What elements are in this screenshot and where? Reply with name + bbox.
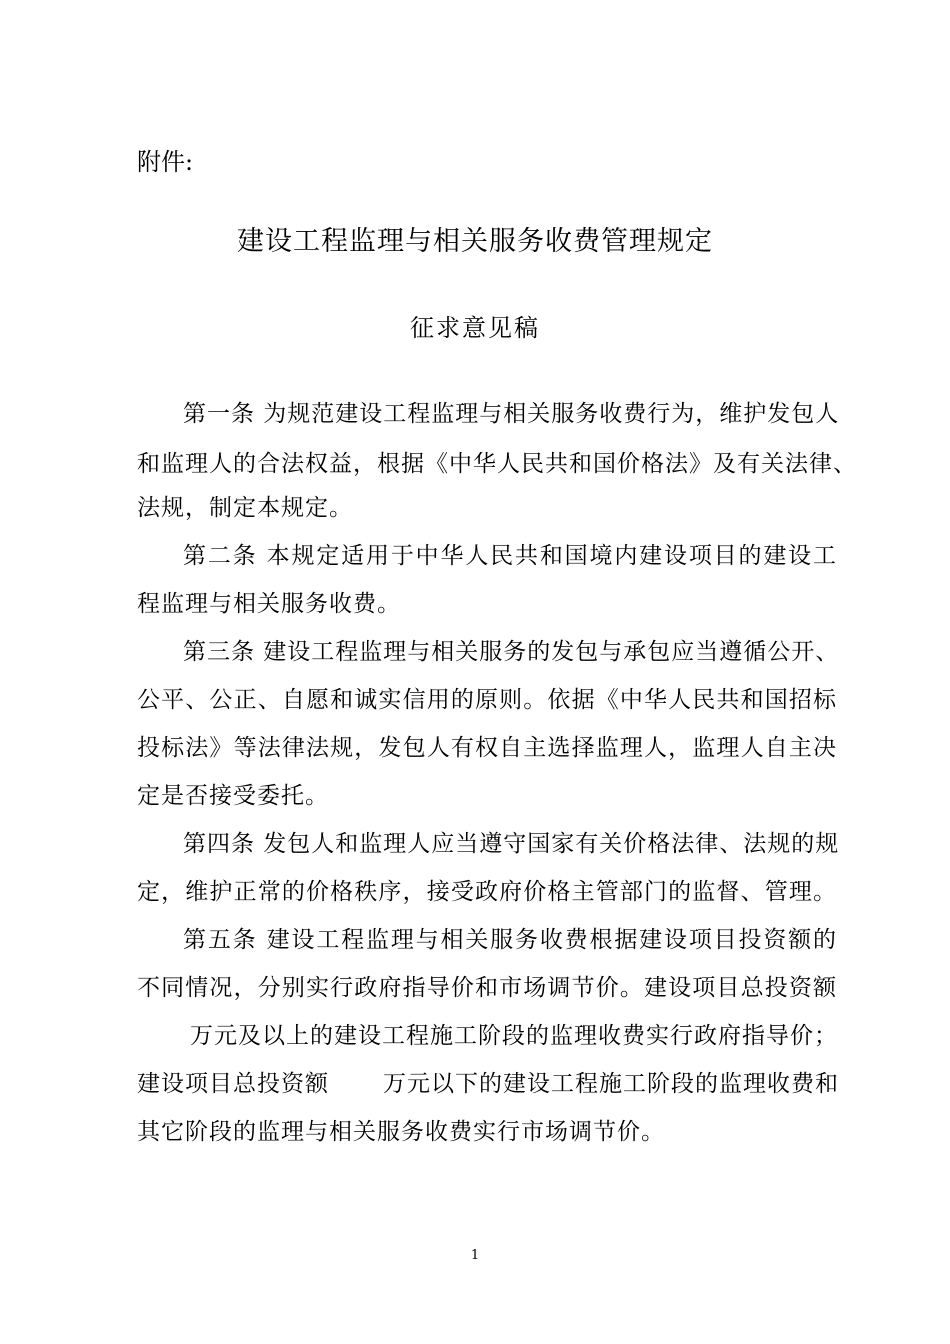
text-line: 不同情况，分别实行政府指导价和市场调节价。建设项目总投资额 (137, 975, 837, 1001)
text-line: 公平、公正、自愿和诚实信用的原则。依据《中华人民共和国招标 (137, 687, 837, 713)
text-line: 万元以下的建设工程施工阶段的监理收费和 (383, 1071, 839, 1097)
text-line: 程监理与相关服务收费。 (137, 591, 401, 617)
text-line: 第二条 本规定适用于中华人民共和国境内建设项目的建设工 (183, 543, 837, 569)
attachment-label: 附件: (137, 148, 194, 176)
text-line: 其它阶段的监理与相关服务收费实行市场调节价。 (137, 1119, 665, 1145)
text-line: 万元及以上的建设工程施工阶段的监理收费实行政府指导价； (190, 1023, 838, 1049)
text-line: 定是否接受委托。 (137, 783, 329, 809)
page-number: 1 (470, 1248, 480, 1263)
text-line: 第三条 建设工程监理与相关服务的发包与承包应当遵循公开、 (183, 639, 840, 665)
text-line: 投标法》等法律法规，发包人有权自主选择监理人，监理人自主决 (137, 735, 837, 761)
text-line: 第五条 建设工程监理与相关服务收费根据建设项目投资额的 (183, 927, 837, 953)
text-line: 和监理人的合法权益，根据《中华人民共和国价格法》及有关法律、 (137, 451, 857, 477)
text-line: 定，维护正常的价格秩序，接受政府价格主管部门的监督、管理。 (137, 879, 837, 905)
text-line: 第四条 发包人和监理人应当遵守国家有关价格法律、法规的规 (183, 831, 840, 857)
document-title: 建设工程监理与相关服务收费管理规定 (237, 226, 713, 257)
text-line: 法规，制定本规定。 (137, 495, 353, 521)
text-line: 建设项目总投资额 (137, 1071, 329, 1097)
document-subtitle: 征求意见稿 (410, 314, 540, 342)
text-line: 第一条 为规范建设工程监理与相关服务收费行为，维护发包人 (183, 401, 840, 427)
